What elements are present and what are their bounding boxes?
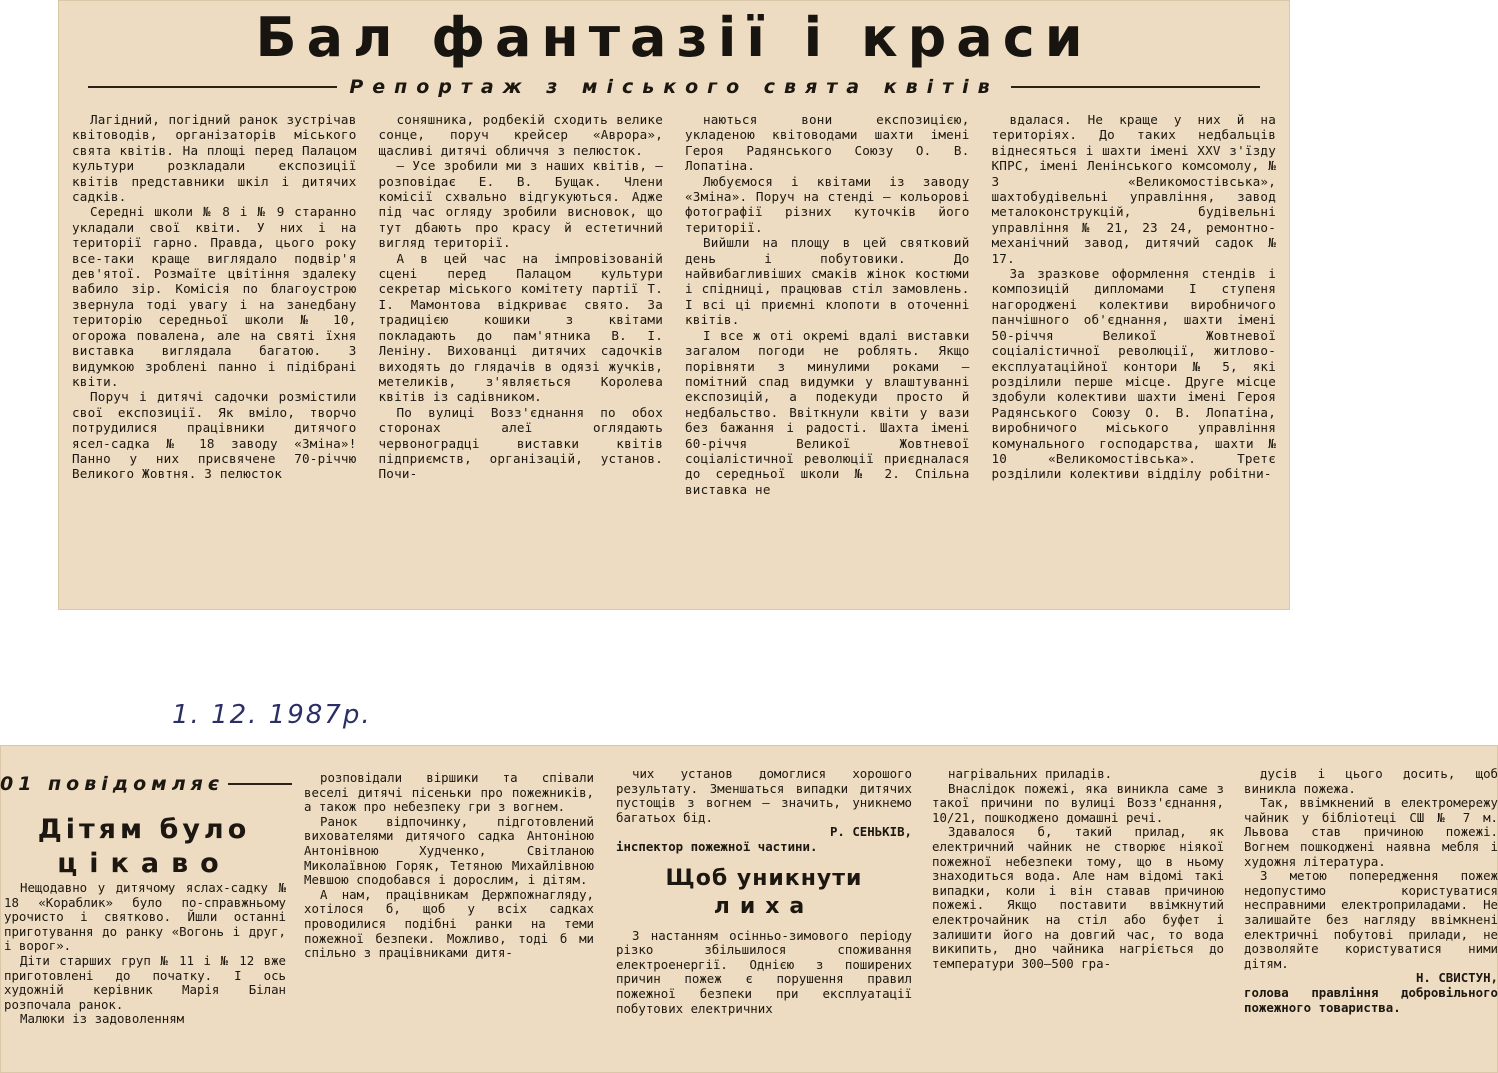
paragraph: наються вони експозицією, укладеною квітоводами шахти імені Героя Радянського Союзу О. В. Лопатіна.	[685, 112, 970, 174]
article-columns	[72, 112, 1276, 598]
bottom-column-2	[304, 771, 594, 1073]
paragraph: Так, ввімкнений в електромережу чайник у бібліотеці СШ № 7 м. Львова став причиною пожежі. Вогнем пошкоджені наявна мебля і художня література.	[1244, 795, 1498, 869]
paragraph: Любуємося і квітами із заводу «Зміна». Поруч на стенді — кольорові фотографії різних куточків його території.	[685, 173, 970, 235]
article-title: Бал фантазії і краси	[255, 6, 1093, 69]
article-a-title	[4, 813, 284, 881]
bottom-column-1	[4, 881, 286, 1073]
paragraph: чих установ домоглися хорошого результату. Зменшаться випадки дитячих пустощів з вогнем — значить, уникнемо багатьох бід.	[616, 767, 912, 825]
article-b-title	[616, 865, 912, 921]
bottom-column-4	[932, 767, 1224, 1073]
paragraph: З настанням осінньо-зимового періоду різко збільшилося споживання електроенергії. Однією з поширених причин пожеж є порушення правил пожежної безпеки при експлуатації побутових електричних	[616, 927, 912, 1016]
article-b-title-line1: Щоб уникнути	[665, 865, 863, 891]
paragraph: А в цей час на імпровізованій сцені перед Палацом культури секретар міського комітету партії Т. І. Мамонтова відкриває свято. За традицією кошики з квітами покладають до пам'ятника В. І. Леніну. Вихованці дитячих садочків виходять до глядачів в одязі жучків, метеликів, з'являється Королева квітів із садівником.	[378, 250, 663, 405]
paragraph: Вийшли на площу в цей святковий день і побутовики. До найвибагливіших смаків жінок костюми і спідниці, працював стіл замовлень. І всі ці приємні клопоти в оточенні квітів.	[685, 235, 970, 328]
news-clipping-top	[58, 0, 1290, 610]
bottom-column-3	[616, 767, 912, 1073]
article-a-title-line1: Дітям було	[37, 814, 251, 845]
news-clipping-bottom	[0, 745, 1498, 1073]
handwritten-date: 1. 12. 1987р.	[172, 700, 372, 730]
bottom-column-5	[1244, 767, 1498, 1073]
subtitle-rule-right	[1011, 86, 1260, 88]
paragraph: За зразкове оформлення стендів і композицій дипломами І ступеня нагороджені колективи виробничого панчішного об'єднання, шахти імені 50-річчя Великої Жовтневої соціалістичної революції, житлово-експлуатаційної контори № 5, які розділили перше місце. Друге місце здобули колективи шахти імені Героя Радянського Союзу О. В. Лопатіна, виробничого міського управління комунального господарства, шахти № 10 «Великомостівська». Третє розділили колективи відділу робітни-	[991, 266, 1276, 482]
paragraph: Нещодавно у дитячому яслах-садку № 18 «Кораблик» було по-справжньому урочисто і святково. Йшли останні приготування до ранку «Вогонь і друг, і ворог».	[4, 881, 286, 954]
paragraph: вдалася. Не краще у них й на територіях. До таких недбальців віднесяться і шахти імені XXV з'їзду КПРС, імені Ленінського комсомолу, № 3 «Великомостівська», шахтобудівельні управління, завод металоконструкцій, будівельні управління № 21, 23 24, ремонтно-механічний завод, дитячий садок № 17.	[991, 112, 1276, 266]
paragraph: Ранок відпочинку, підготовлений вихователями дитячого садка Антоніною Антонівною Худченко, Світланою Миколаївною Горяк, Тетяною Михайлівною Мевшою сподобався і дорослим, і дітям.	[304, 813, 594, 888]
paragraph: Поруч і дитячі садочки розмістили свої експозиції. Як вміло, творчо потрудилися працівники дитячого ясел-садка № 18 заводу «Зміна»! Панно у них присвячене 70-річчю Великого Жовтня. З пелюсток	[72, 389, 357, 482]
paragraph: А нам, працівникам Держпожнагляду, хотілося б, щоб у всіх садках проводилися подібні ранки на теми пожежної безпеки. Можливо, тоді б ми спільно з працівниками дитя-	[304, 886, 594, 961]
paragraph: дусів і цього досить, щоб виникла пожежа.	[1244, 767, 1498, 796]
paragraph: Діти старших груп № 11 і № 12 вже приготовлені до початку. І ось художній керівник Марія Білан розпочала ранок.	[4, 952, 286, 1012]
article-a-title-line2: цікаво	[57, 848, 231, 879]
article-a-signature-role: інспектор пожежної частини.	[616, 838, 818, 854]
article-b-signature-role: голова правління добровільного пожежного товариства.	[1244, 984, 1498, 1015]
paragraph: — Усе зробили ми з наших квітів, — розповідає Е. В. Бущак. Члени комісії схвально відгукуються. Адже під час огляду зробили висновок, що тут дбають про красу й естетичний вигляд території.	[378, 158, 663, 251]
paragraph: Малюки із задоволенням	[20, 1011, 185, 1027]
article-column-4	[992, 112, 1277, 598]
paragraph: Середні школи № 8 і № 9 старанно укладали свої квіти. У них і на території гарно. Правда, цього року все-таки краще виглядало подвір'я дев'ятої. Розмаїте цвітіння здалеку вабило зір. Комісія по благоустрою звернула тоді увагу і на занедбану територію середньої школи № 10, огорожа повалена, але на святі їхня виставка виглядала багатою. З видумкою зроблені панно і підібрані квіти.	[72, 204, 357, 389]
paragraph: І все ж оті окремі вдалі виставки загалом погоди не роблять. Якщо порівняти з минулими роками — помітний спад видумки у влаштуванні експозицій, а подекуди просто й недбальство. Ввіткнули квіти у вази без бажання і радості. Шахта імені 60-річчя Великої Жовтневої соціалістичної революції приєдналася до середньої школи № 2. Спільна виставка не	[685, 327, 970, 497]
paragraph: розповідали віршики та співали веселі дитячі пісеньки про пожежників, а також про небезпеку гри з вогнем.	[304, 771, 594, 815]
section-header-text: 01 повідомляє	[0, 773, 225, 795]
section-header	[0, 769, 292, 799]
paragraph: соняшника, родбекій сходить велике сонце, поруч крейсер «Аврора», щасливі дитячі обличчя з пелюсток.	[378, 112, 663, 158]
article-b-title-line2: лиха	[713, 893, 815, 919]
paragraph: Внаслідок пожежі, яка виникла саме з такої причини по вулиці Возз'єднання, 10/21, пошкоджено домашні речі.	[932, 780, 1224, 825]
article-b-signature: Н. СВИСТУН,	[1415, 970, 1498, 986]
subtitle-rule-left	[88, 86, 337, 88]
article-column-1	[72, 112, 357, 598]
paragraph: нагрівальних приладів.	[948, 767, 1113, 781]
article-column-2	[379, 112, 664, 598]
paragraph: Здавалося б, такий прилад, як електричний чайник не створює ніякої пожежної небезпеки тому, що в ньому знаходиться вода. Але нам відомі такі випадки, коли і він ставав причиною пожежі. Якщо поставити ввімкнутий електрочайник на стіл або буфет і залишити його на довгий час, то вода википить, дно чайника нагріється до температури 300—500 гра-	[932, 824, 1224, 971]
paragraph: По вулиці Возз'єднання по обох сторонах алеї оглядають червоноградці виставки квітів підприємств, організацій, установ. Почи-	[378, 404, 663, 482]
article-subtitle-row	[58, 74, 1290, 100]
article-column-3	[685, 112, 970, 598]
paragraph: З метою попередження пожеж недопустимо користуватися несправними електроприладами. Не залишайте без нагляду ввімкнені електричні побутові прилади, не дозволяйте користуватися ними дітям.	[1244, 868, 1498, 971]
article-a-signature: Р. СЕНЬКІВ,	[829, 824, 912, 840]
section-header-rule	[228, 783, 292, 785]
paragraph: Лагідний, погідний ранок зустрічав квітоводів, організаторів міського свята квітів. На площі перед Палацом культури розкладали експозиції квітів представники шкіл і дитячих садків.	[72, 112, 357, 205]
article-subtitle: Репортаж з міського свята квітів	[349, 76, 999, 98]
